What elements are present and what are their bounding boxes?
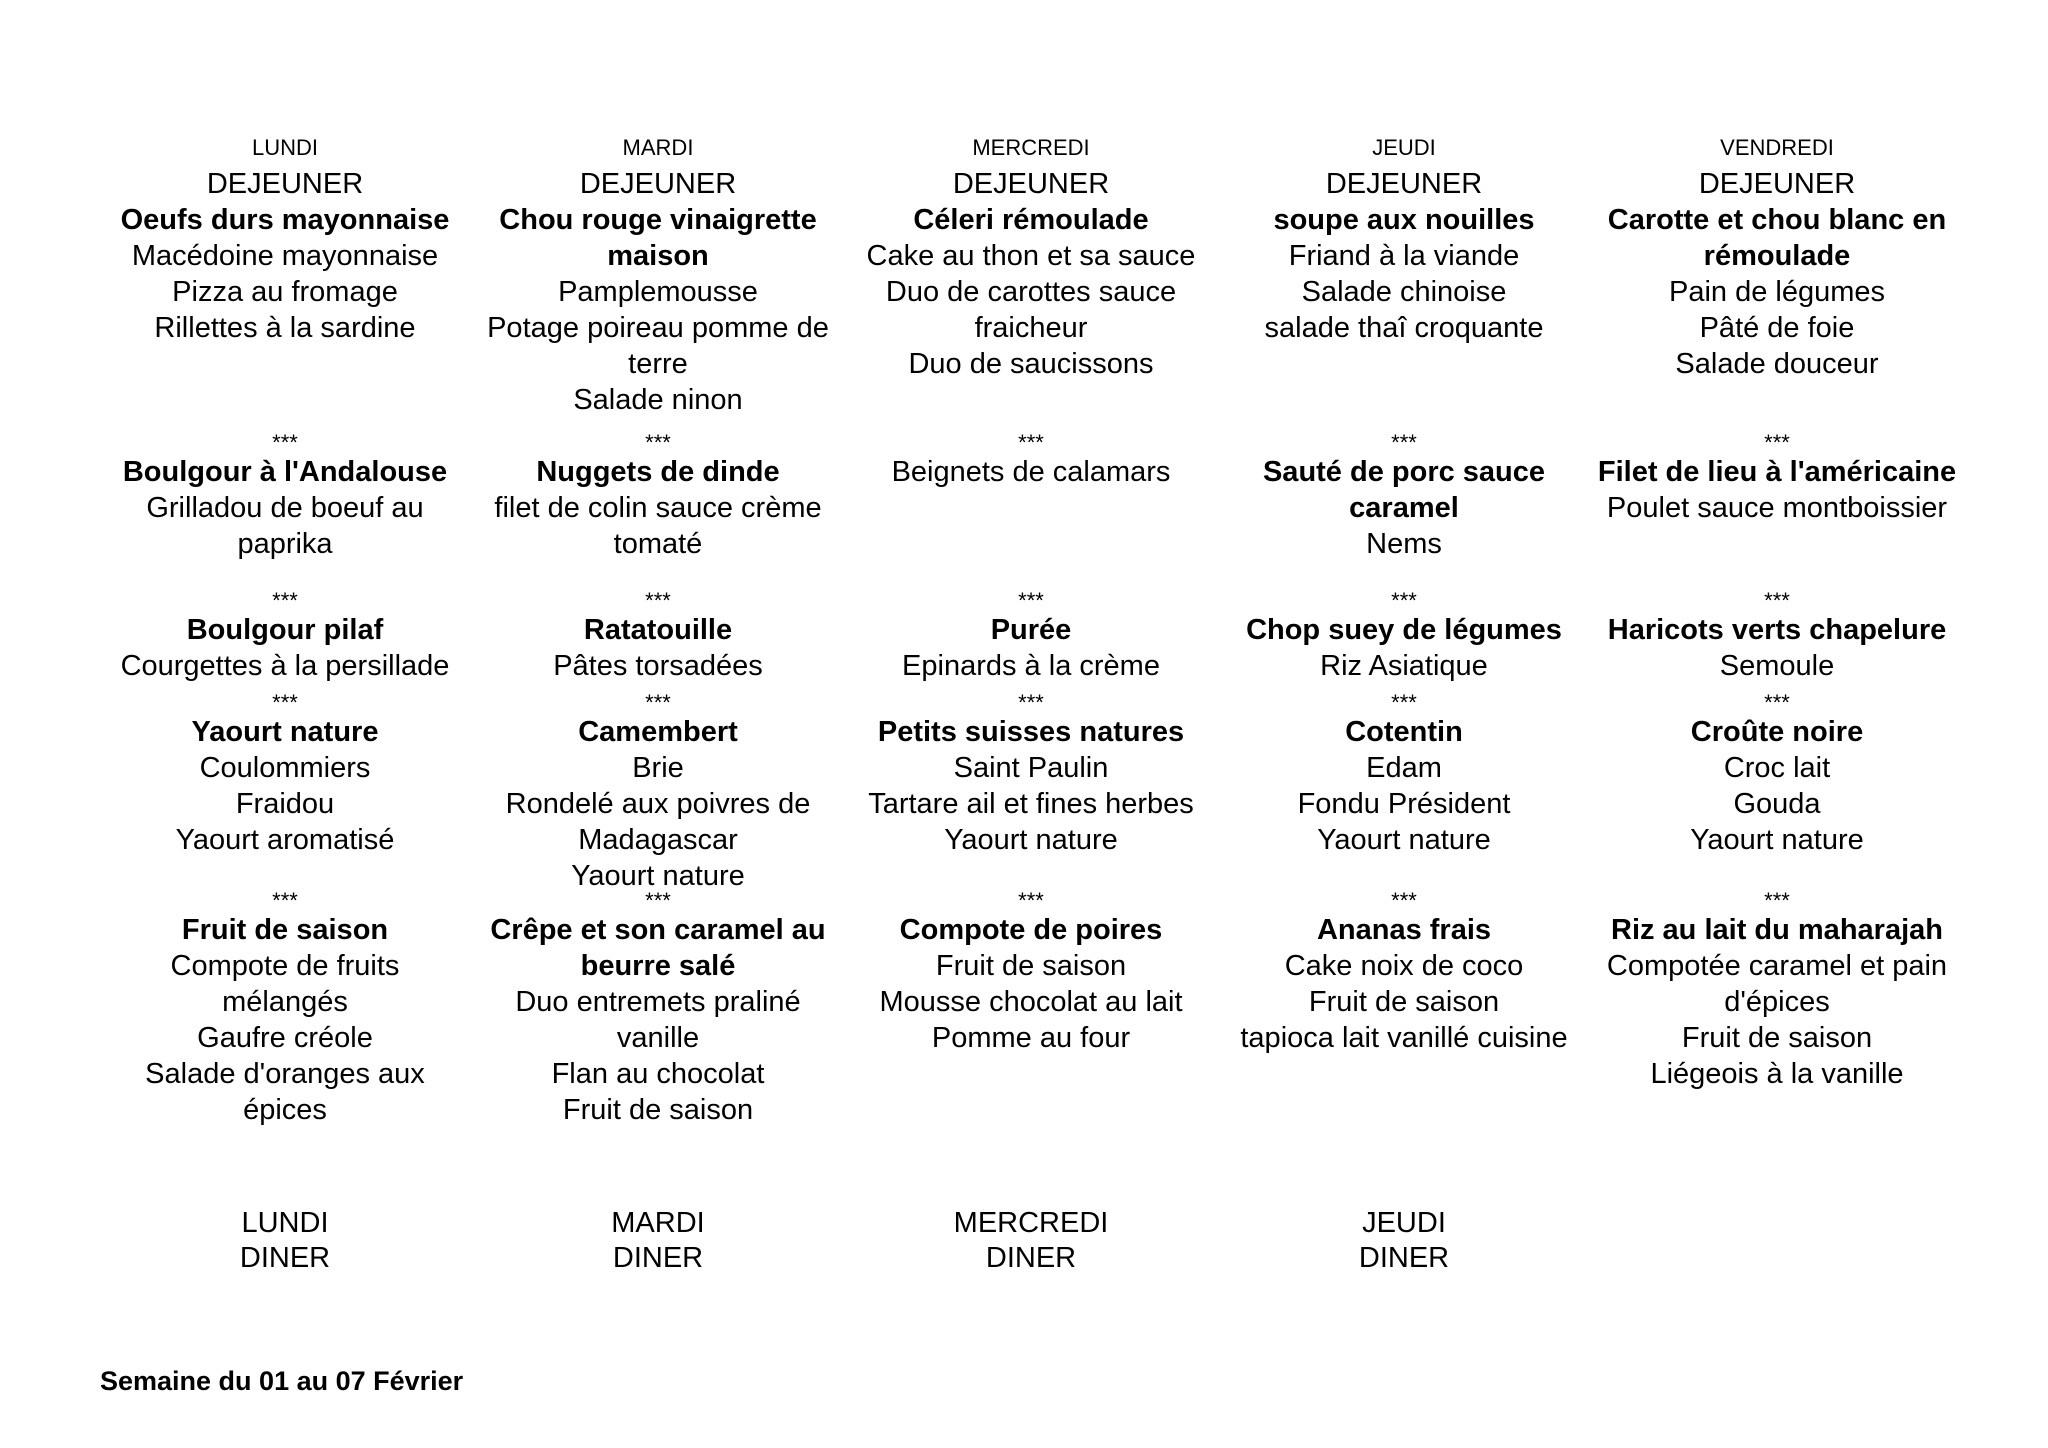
menu-section bbox=[1597, 612, 1957, 692]
separator-stars: *** bbox=[272, 588, 298, 613]
menu-item: Liégeois à la vanille bbox=[1650, 1058, 1904, 1090]
day-name: MARDI bbox=[611, 1207, 705, 1239]
menu-section bbox=[851, 612, 1211, 692]
meal-label: DINER bbox=[1358, 1242, 1450, 1274]
menu-section bbox=[851, 454, 1211, 590]
menu-section bbox=[851, 714, 1211, 890]
separator-stars: *** bbox=[272, 888, 298, 913]
meal-label: DEJEUNER bbox=[206, 168, 364, 200]
day-name: LUNDI bbox=[251, 135, 318, 160]
menu-item: Riz au lait du maharajah bbox=[1611, 914, 1943, 946]
menu-section bbox=[478, 454, 838, 590]
menu-item: Sauté de porc sauce caramel bbox=[1262, 456, 1546, 524]
day-column-mardi bbox=[478, 130, 838, 1126]
menu-item: Saint Paulin bbox=[953, 752, 1109, 784]
separator-stars: *** bbox=[645, 690, 671, 715]
menu-item: Fondu Président bbox=[1297, 788, 1511, 820]
day-name: JEUDI bbox=[1362, 1207, 1446, 1239]
dinner-column bbox=[105, 1206, 465, 1276]
day-name: VENDREDI bbox=[1720, 135, 1834, 160]
meal-label: DEJEUNER bbox=[1698, 168, 1856, 200]
menu-item: Beignets de calamars bbox=[891, 456, 1171, 488]
menu-item: Edam bbox=[1366, 752, 1442, 784]
day-column-mercredi bbox=[851, 130, 1211, 1126]
menu-section bbox=[478, 202, 838, 432]
menu-section bbox=[1597, 202, 1957, 432]
menu-section bbox=[1224, 612, 1584, 692]
menu-section bbox=[105, 912, 465, 1126]
menu-item: Tartare ail et fines herbes bbox=[868, 788, 1194, 820]
menu-item: Yaourt aromatisé bbox=[175, 824, 395, 856]
menu-item: Courgettes à la persillade bbox=[120, 650, 450, 682]
separator-stars: *** bbox=[1764, 888, 1790, 913]
separator-stars: *** bbox=[272, 690, 298, 715]
menu-section bbox=[105, 202, 465, 432]
menu-item: Friand à la viande bbox=[1288, 240, 1520, 272]
menu-item: Nems bbox=[1366, 528, 1442, 560]
meal-label: DEJEUNER bbox=[579, 168, 737, 200]
separator-stars: *** bbox=[1018, 690, 1044, 715]
separator-stars: *** bbox=[645, 588, 671, 613]
menu-item: Rillettes à la sardine bbox=[154, 312, 416, 344]
separator-stars: *** bbox=[1018, 888, 1044, 913]
menu-section bbox=[478, 912, 838, 1126]
separator-stars: *** bbox=[1018, 430, 1044, 455]
menu-item: Potage poireau pomme de terre bbox=[487, 312, 829, 380]
menu-section bbox=[105, 714, 465, 890]
menu-item: Gaufre créole bbox=[197, 1022, 373, 1054]
menu-item: salade thaî croquante bbox=[1264, 312, 1544, 344]
menu-item: Gouda bbox=[1733, 788, 1821, 820]
menu-item: Nuggets de dinde bbox=[536, 456, 780, 488]
menu-item: Chop suey de légumes bbox=[1246, 614, 1562, 646]
menu-item: Cotentin bbox=[1345, 716, 1463, 748]
menu-section bbox=[1224, 202, 1584, 432]
menu-item: Duo entremets praliné vanille bbox=[515, 986, 801, 1054]
dinner-column bbox=[851, 1206, 1211, 1276]
separator-stars: *** bbox=[645, 430, 671, 455]
menu-item: Fruit de saison bbox=[181, 914, 389, 946]
menu-item: Carotte et chou blanc en rémoulade bbox=[1607, 204, 1947, 272]
menu-item: Purée bbox=[990, 614, 1072, 646]
menu-item: Grilladou de boeuf au paprika bbox=[146, 492, 424, 560]
menu-section bbox=[478, 612, 838, 692]
menu-item: Yaourt nature bbox=[1690, 824, 1864, 856]
menu-item: filet de colin sauce crème tomaté bbox=[494, 492, 822, 560]
menu-item: Yaourt nature bbox=[944, 824, 1118, 856]
separator-stars: *** bbox=[272, 430, 298, 455]
menu-item: Fraidou bbox=[235, 788, 335, 820]
menu-item: Riz Asiatique bbox=[1320, 650, 1488, 682]
menu-section bbox=[851, 202, 1211, 432]
menu-item: Compotée caramel et pain d'épices bbox=[1606, 950, 1948, 1018]
separator-stars: *** bbox=[1018, 588, 1044, 613]
separator-stars: *** bbox=[1391, 430, 1417, 455]
menu-item: Semoule bbox=[1719, 650, 1835, 682]
menu-item: Boulgour pilaf bbox=[186, 614, 384, 646]
meal-label: DEJEUNER bbox=[1325, 168, 1483, 200]
menu-item: Pain de légumes bbox=[1668, 276, 1886, 308]
separator-stars: *** bbox=[1764, 430, 1790, 455]
menu-section bbox=[1597, 454, 1957, 590]
menu-item: Compote de poires bbox=[899, 914, 1163, 946]
separator-stars: *** bbox=[1391, 888, 1417, 913]
day-column-jeudi bbox=[1224, 130, 1584, 1126]
menu-item: Fruit de saison bbox=[562, 1094, 754, 1126]
menu-item: Fruit de saison bbox=[1681, 1022, 1873, 1054]
menu-item: Croûte noire bbox=[1690, 716, 1864, 748]
day-column-vendredi bbox=[1597, 130, 1957, 1126]
meal-label: DINER bbox=[985, 1242, 1077, 1274]
menu-item: Cake au thon et sa sauce bbox=[866, 240, 1196, 272]
menu-item: Yaourt nature bbox=[191, 716, 379, 748]
separator-stars: *** bbox=[1391, 588, 1417, 613]
menu-item: tapioca lait vanillé cuisine bbox=[1240, 1022, 1568, 1054]
menu-item: Pâté de foie bbox=[1699, 312, 1855, 344]
menu-item: Rondelé aux poivres de Madagascar bbox=[505, 788, 811, 856]
menu-item: Croc lait bbox=[1723, 752, 1831, 784]
menu-item: Chou rouge vinaigrette maison bbox=[499, 204, 817, 272]
menu-item: Céleri rémoulade bbox=[913, 204, 1149, 236]
menu-section bbox=[105, 454, 465, 590]
menu-item: Mousse chocolat au lait bbox=[879, 986, 1183, 1018]
day-name: JEUDI bbox=[1372, 135, 1436, 160]
day-name: LUNDI bbox=[241, 1207, 329, 1239]
menu-item: Fruit de saison bbox=[935, 950, 1127, 982]
menu-item: Salade douceur bbox=[1675, 348, 1879, 380]
separator-stars: *** bbox=[1391, 690, 1417, 715]
menu-item: Duo de saucissons bbox=[908, 348, 1154, 380]
menu-section bbox=[1224, 912, 1584, 1126]
menu-section bbox=[478, 714, 838, 890]
menu-section bbox=[1597, 912, 1957, 1126]
day-name: MARDI bbox=[622, 135, 694, 160]
menu-item: Coulommiers bbox=[199, 752, 371, 784]
menu-item: Brie bbox=[632, 752, 684, 784]
menu-item: Pizza au fromage bbox=[172, 276, 398, 308]
menu-item: Poulet sauce montboissier bbox=[1606, 492, 1948, 524]
menu-section bbox=[1224, 714, 1584, 890]
menu-item: Compote de fruits mélangés bbox=[170, 950, 400, 1018]
separator-stars: *** bbox=[645, 888, 671, 913]
separator-stars: *** bbox=[1764, 588, 1790, 613]
menu-item: Salade chinoise bbox=[1301, 276, 1507, 308]
menu-item: Oeufs durs mayonnaise bbox=[120, 204, 450, 236]
day-name: MERCREDI bbox=[972, 135, 1090, 160]
menu-item: Macédoine mayonnaise bbox=[131, 240, 439, 272]
separator-stars: *** bbox=[1764, 690, 1790, 715]
menu-item: Yaourt nature bbox=[1317, 824, 1491, 856]
menu-item: soupe aux nouilles bbox=[1273, 204, 1535, 236]
menu-item: Salade d'oranges aux épices bbox=[145, 1058, 425, 1126]
menu-item: Pamplemousse bbox=[558, 276, 758, 308]
menu-section bbox=[851, 912, 1211, 1126]
menu-item: Petits suisses natures bbox=[877, 716, 1185, 748]
menu-item: Yaourt nature bbox=[571, 860, 745, 890]
menu-item: Epinards à la crème bbox=[902, 650, 1160, 682]
menu-item: Fruit de saison bbox=[1308, 986, 1500, 1018]
menu-item: Ananas frais bbox=[1316, 914, 1492, 946]
day-column-lundi bbox=[105, 130, 465, 1126]
menu-item: Cake noix de coco bbox=[1284, 950, 1524, 982]
dinner-column bbox=[478, 1206, 838, 1276]
menu-section bbox=[1224, 454, 1584, 590]
menu-item: Flan au chocolat bbox=[551, 1058, 765, 1090]
meal-label: DINER bbox=[239, 1242, 331, 1274]
menu-section bbox=[1597, 714, 1957, 890]
week-title: Semaine du 01 au 07 Février bbox=[100, 1366, 464, 1396]
menu-item: Haricots verts chapelure bbox=[1607, 614, 1947, 646]
menu-item: Camembert bbox=[578, 716, 738, 748]
menu-section bbox=[105, 612, 465, 692]
meal-label: DEJEUNER bbox=[952, 168, 1110, 200]
dinner-column bbox=[1224, 1206, 1584, 1276]
menu-item: Salade ninon bbox=[573, 384, 743, 416]
menu-item: Crêpe et son caramel au beurre salé bbox=[490, 914, 826, 982]
menu-item: Pâtes torsadées bbox=[553, 650, 763, 682]
menu-item: Filet de lieu à l'américaine bbox=[1597, 456, 1957, 488]
menu-item: Duo de carottes sauce fraicheur bbox=[885, 276, 1177, 344]
menu-item: Ratatouille bbox=[583, 614, 733, 646]
meal-label: DINER bbox=[612, 1242, 704, 1274]
menu-item: Pomme au four bbox=[931, 1022, 1131, 1054]
menu-item: Boulgour à l'Andalouse bbox=[122, 456, 448, 488]
day-name: MERCREDI bbox=[953, 1207, 1109, 1239]
